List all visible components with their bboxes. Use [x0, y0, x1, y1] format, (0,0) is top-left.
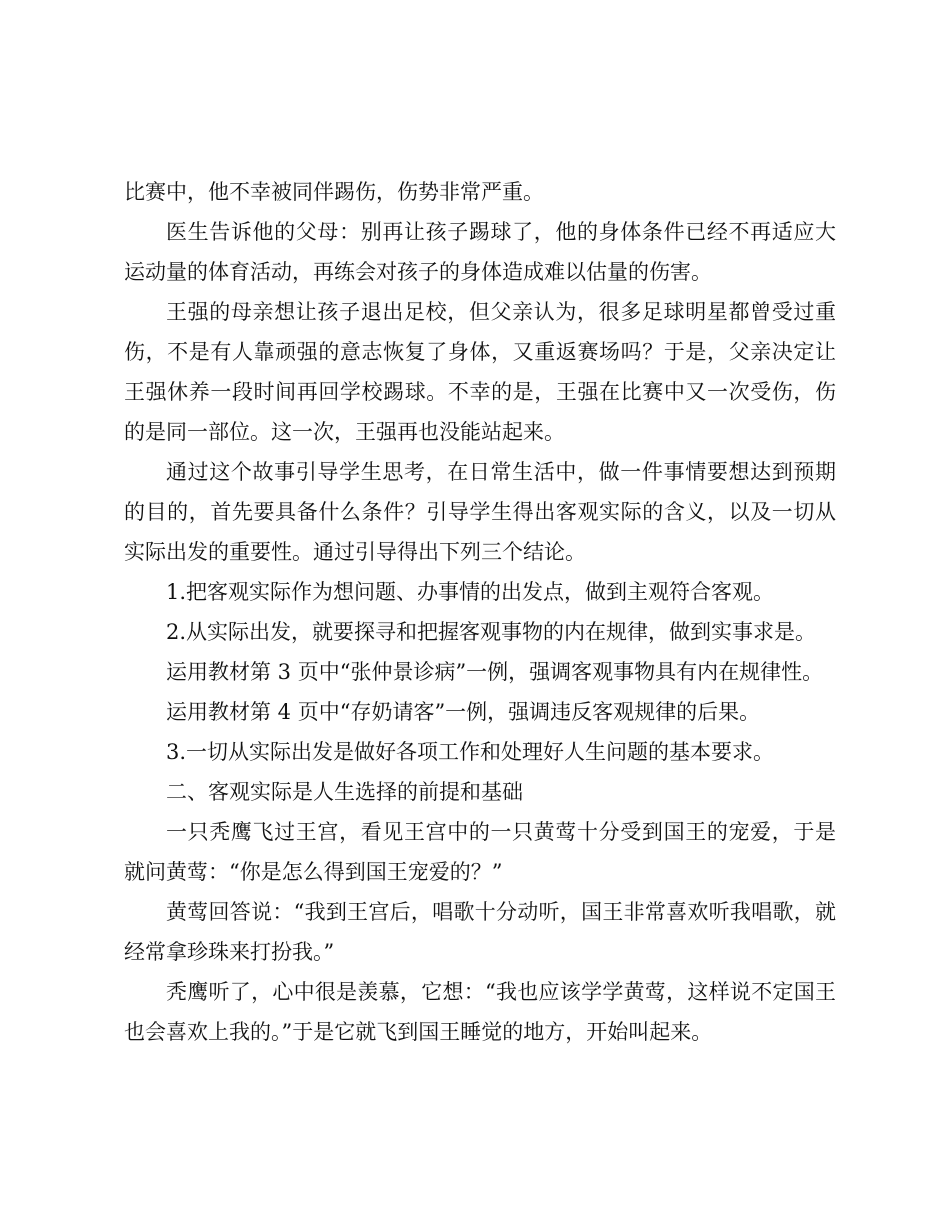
- textbook-example-1: 运用教材第 3 页中“张仲景诊病”一例，强调客观事物具有内在规律性。: [166, 660, 824, 684]
- section-heading-2: 二、客观实际是人生选择的前提和基础: [166, 780, 523, 804]
- textbook-example-2: 运用教材第 4 页中“存奶请客”一例，强调违反客观规律的后果。: [166, 700, 761, 724]
- paragraph-3: 王强的母亲想让孩子退出足校，但父亲认为，很多足球明星都曾受过重伤，不是有人靠顽强的意志恢复了身体，又重返赛场吗？于是，父亲决定让王强休养一段时间再回学校踢球。不幸的是，王强在比赛中又一次受伤，伤的是同一部位。这一次，王强再也没能站起来。: [124, 300, 836, 444]
- conclusion-1: 1.把客观实际作为想问题、办事情的出发点，做到主观符合客观。: [166, 580, 775, 604]
- conclusion-3: 3.一切从实际出发是做好各项工作和处理好人生问题的基本要求。: [166, 740, 775, 764]
- paragraph-2: 医生告诉他的父母：别再让孩子踢球了，他的身体条件已经不再适应大运动量的体育活动，再练会对孩子的身体造成难以估量的伤害。: [124, 220, 836, 284]
- document-body: [124, 172, 836, 1052]
- paragraph-4: 通过这个故事引导学生思考，在日常生活中，做一件事情要想达到预期的目的，首先要具备什么条件？引导学生得出客观实际的含义，以及一切从实际出发的重要性。通过引导得出下列三个结论。: [124, 460, 836, 564]
- conclusion-2: 2.从实际出发，就要探寻和把握客观事物的内在规律，做到实事求是。: [166, 620, 817, 644]
- story-paragraph-3: 秃鹰听了，心中很是羡慕，它想：“我也应该学学黄莺，这样说不定国王也会喜欢上我的。”于是它就飞到国王睡觉的地方，开始叫起来。: [124, 980, 836, 1044]
- paragraph-1: 比赛中，他不幸被同伴踢伤，伤势非常严重。: [124, 180, 544, 204]
- story-paragraph-2: 黄莺回答说：“我到王宫后，唱歌十分动听，国王非常喜欢听我唱歌，就经常拿珍珠来打扮我。”: [124, 900, 836, 964]
- story-paragraph-1: 一只秃鹰飞过王宫，看见王宫中的一只黄莺十分受到国王的宠爱，于是就问黄莺：“你是怎么得到国王宠爱的？”: [124, 820, 836, 884]
